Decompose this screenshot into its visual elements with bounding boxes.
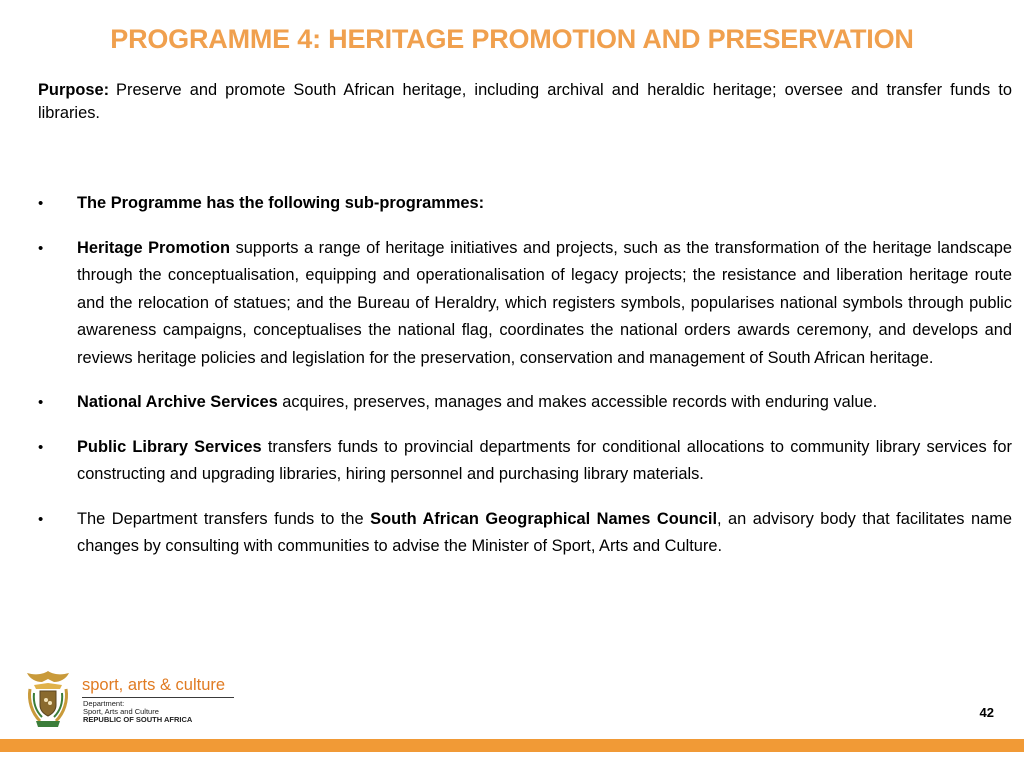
body-text: supports a range of heritage initiatives and projects, such as the transformation of the heritage landscape through the conceptualisation, equipping and operationalisation of legacy projects; the resistance and liberation heritage route and the relocation of statues; and the Bureau of Heraldry, which registers symbols, popularises national symbols through public awareness campaigns, conceptualises the national flag, coordinates the national orders awards ceremony, and develops and reviews heritage policies and legislation for the preservation, conservation and management of South African heritage. xyxy=(77,238,1013,367)
department-name: Sport, Arts and Culture xyxy=(83,707,159,716)
department-label: Department: xyxy=(83,699,125,708)
bold-text: National Archive Services xyxy=(77,393,278,411)
purpose-label: Purpose: xyxy=(38,81,110,99)
sub-programme-list xyxy=(38,190,1012,578)
bullet-icon: • xyxy=(38,438,44,456)
bold-text: South African Geographical Names Council xyxy=(370,509,718,528)
page-number: 42 xyxy=(979,705,994,720)
list-item xyxy=(38,389,1012,417)
purpose-text: Preserve and promote South African heritage, including archival and heraldic heritage; oversee and transfer funds to libraries. xyxy=(38,81,1012,122)
bullet-icon: • xyxy=(38,195,44,212)
bullet-icon: • xyxy=(38,394,44,411)
list-item xyxy=(38,235,1012,373)
page-title: PROGRAMME 4: HERITAGE PROMOTION AND PRESERVATION xyxy=(110,24,914,54)
body-text: The Department transfers funds to the xyxy=(77,509,371,528)
body-text: acquires, preserves, manages and makes accessible records with enduring value. xyxy=(277,393,878,411)
coat-of-arms-icon xyxy=(24,667,72,731)
bold-text: Heritage Promotion xyxy=(77,238,231,257)
bold-text: Public Library Services xyxy=(77,437,262,456)
list-item xyxy=(38,190,1012,218)
bullet-icon: • xyxy=(38,239,44,257)
bold-text: The Programme has the following sub-programmes: xyxy=(77,194,485,212)
list-item xyxy=(38,434,1012,489)
footer-accent-bar xyxy=(0,739,1024,752)
department-logo xyxy=(24,667,254,733)
brand-name: sport, arts & culture xyxy=(82,676,226,694)
body-text: transfers funds to provincial departments for conditional allocations to community library services for constructing and upgrading libraries, hiring personnel and purchasing library materials. xyxy=(77,437,1012,483)
purpose-statement xyxy=(38,79,1012,125)
brand-divider xyxy=(82,697,234,698)
country-name: REPUBLIC OF SOUTH AFRICA xyxy=(83,715,193,724)
bullet-icon: • xyxy=(38,510,44,528)
list-item xyxy=(38,506,1012,561)
body-text: , an advisory body that facilitates name changes by consulting with communities to advise the Minister of Sport, Arts and Culture. xyxy=(77,509,1012,555)
